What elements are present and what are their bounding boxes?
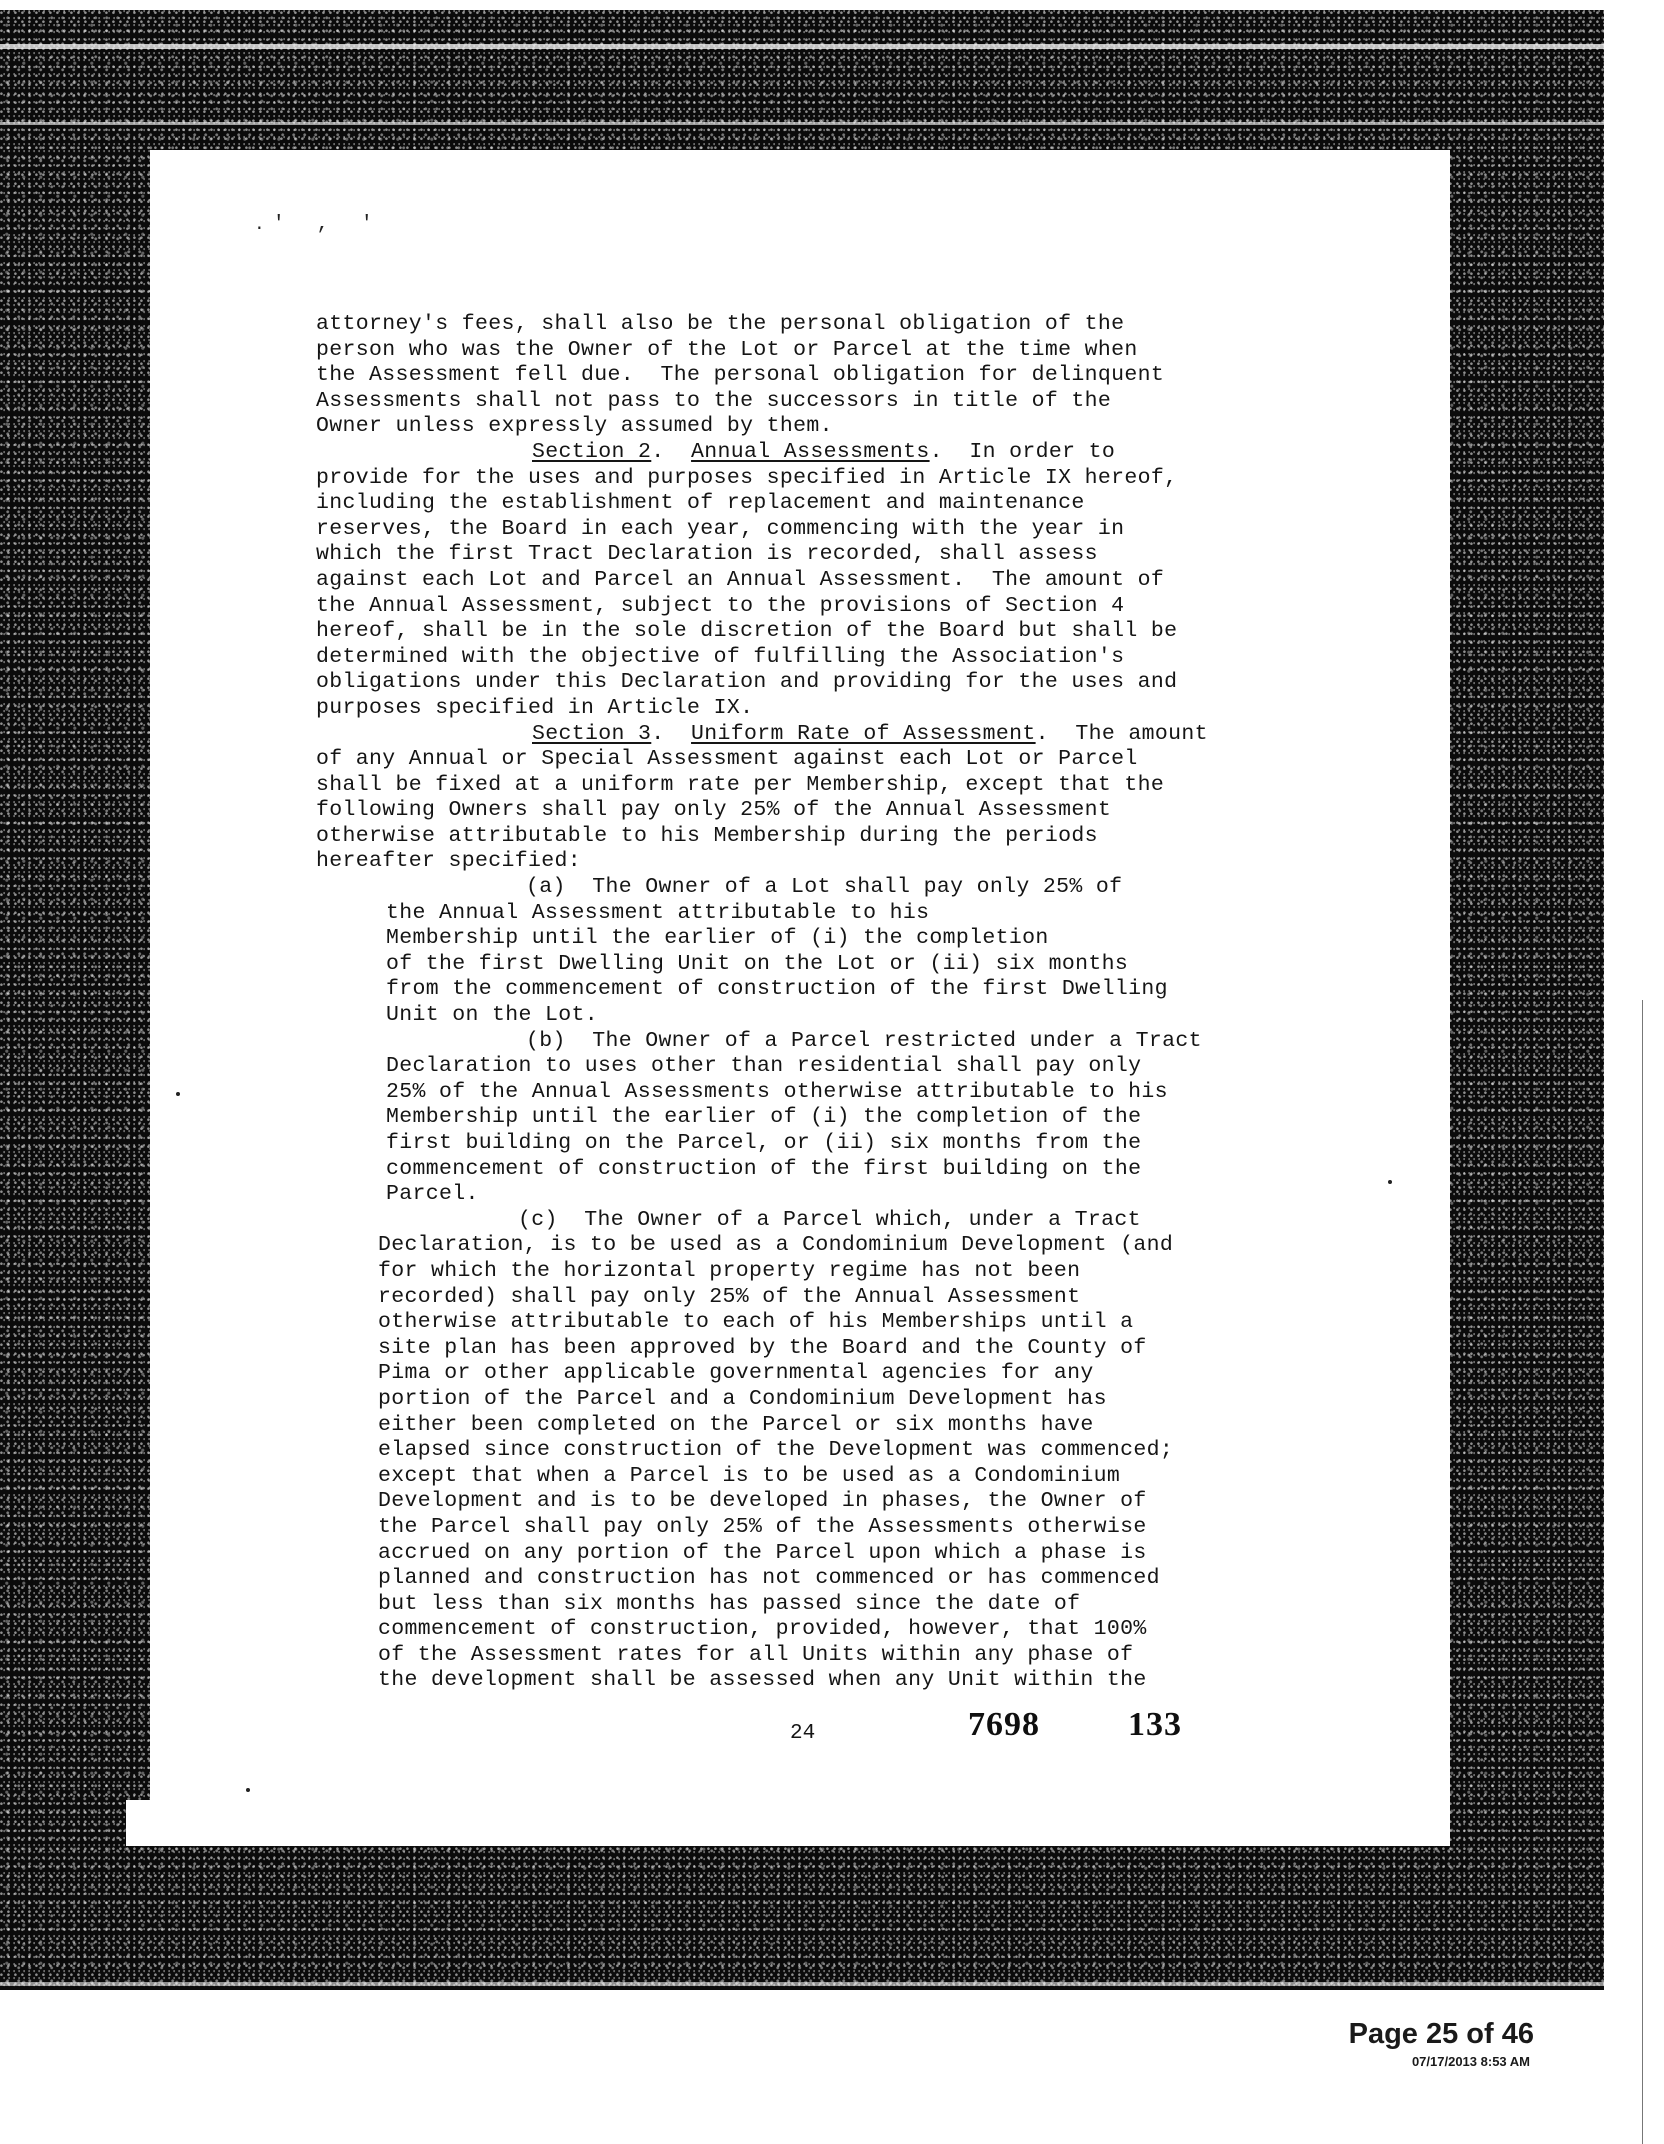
- text-segment: . The amount: [1035, 721, 1208, 746]
- text-line: reserves, the Board in each year, commencing with the year in: [316, 516, 1125, 541]
- document-page-edge: [126, 1800, 1450, 1846]
- text-line: (c) The Owner of a Parcel which, under a Tract: [518, 1207, 1141, 1232]
- scan-speck: [1388, 1180, 1392, 1184]
- text-line: following Owners shall pay only 25% of the Annual Assessment: [316, 798, 1112, 823]
- section-heading: Annual Assessments: [691, 439, 930, 464]
- book-page-stamp: 133: [1128, 1706, 1182, 1743]
- text-line: portion of the Parcel and a Condominium Development has: [378, 1386, 1107, 1411]
- text-line: the Parcel shall pay only 25% of the Assessments otherwise: [378, 1514, 1147, 1539]
- text-segment: .: [651, 439, 692, 464]
- text-line: Pima or other applicable governmental agencies for any: [378, 1361, 1094, 1386]
- text-line: Owner unless expressly assumed by them.: [316, 414, 833, 439]
- text-line: commencement of construction, provided, however, that 100%: [378, 1617, 1147, 1642]
- text-line: 25% of the Annual Assessments otherwise attributable to his: [386, 1079, 1168, 1104]
- text-line: from the commencement of construction of the first Dwelling: [386, 977, 1168, 1002]
- text-line: planned and construction has not commenced or has commenced: [378, 1566, 1160, 1591]
- text-line: but less than six months has passed since the date of: [378, 1591, 1081, 1616]
- text-line: which the first Tract Declaration is recorded, shall assess: [316, 542, 1098, 567]
- text-line: either been completed on the Parcel or six months have: [378, 1412, 1094, 1437]
- text-line: accrued on any portion of the Parcel upon which a phase is: [378, 1540, 1147, 1565]
- text-line: hereof, shall be in the sole discretion of the Board but shall be: [316, 619, 1178, 644]
- text-line: Declaration to uses other than residential shall pay only: [386, 1054, 1142, 1079]
- print-timestamp: 07/17/2013 8:53 AM: [1411, 2054, 1530, 2069]
- text-line: the development shall be assessed when any Unit within the: [378, 1668, 1147, 1693]
- text-line: including the establishment of replacement and maintenance: [316, 491, 1085, 516]
- text-line: attorney's fees, shall also be the personal obligation of the: [316, 312, 1125, 336]
- text-segment: .: [651, 721, 692, 746]
- text-line: obligations under this Declaration and providing for the uses and: [316, 670, 1178, 695]
- text-line: shall be fixed at a uniform rate per Membership, except that the: [316, 772, 1165, 797]
- text-line: except that when a Parcel is to be used as a Condominium: [378, 1463, 1121, 1488]
- text-line: (a) The Owner of a Lot shall pay only 25% of: [526, 875, 1123, 900]
- text-line: of any Annual or Special Assessment against each Lot or Parcel: [316, 747, 1138, 772]
- scan-speck: [176, 1092, 180, 1096]
- text-line: provide for the uses and purposes specified in Article IX hereof,: [316, 465, 1178, 490]
- scan-artifact-line: [0, 1982, 1604, 1986]
- text-line: determined with the objective of fulfilling the Association's: [316, 644, 1125, 669]
- text-line: purposes specified in Article IX.: [316, 695, 754, 720]
- footer-page-number: 24: [790, 1722, 816, 1745]
- text-line: Declaration, is to be used as a Condominium Development (and: [378, 1233, 1174, 1258]
- scan-artifact-line: [0, 44, 1604, 49]
- text-line: site plan has been approved by the Board and the County of: [378, 1335, 1147, 1360]
- text-line: of the Assessment rates for all Units within any phase of: [378, 1642, 1134, 1667]
- text-segment: . In order to: [929, 439, 1116, 464]
- text-line: Assessments shall not pass to the successors in title of the: [316, 388, 1112, 413]
- book-number-stamp: 7698: [968, 1706, 1040, 1743]
- text-line: first building on the Parcel, or (ii) six months from the: [386, 1131, 1142, 1155]
- section-heading: Section 3: [532, 721, 652, 746]
- text-line: person who was the Owner of the Lot or Parcel at the time when: [316, 337, 1138, 362]
- document-body: [316, 312, 1326, 1694]
- text-line: [316, 722, 1326, 748]
- text-line: elapsed since construction of the Development was commenced;: [378, 1438, 1174, 1463]
- page-indicator: Page 25 of 46: [1348, 2018, 1534, 2050]
- scan-speck: [246, 1788, 250, 1792]
- text-line: for which the horizontal property regime has not been: [378, 1258, 1081, 1283]
- text-line: Membership until the earlier of (i) the completion: [386, 926, 1049, 951]
- text-line: otherwise attributable to each of his Memberships until a: [378, 1310, 1134, 1335]
- scan-artifact-line: [0, 122, 1604, 125]
- section-heading: Section 2: [532, 439, 652, 464]
- text-line: of the first Dwelling Unit on the Lot or (ii) six months: [386, 951, 1129, 976]
- text-line: otherwise attributable to his Membership during the periods: [316, 823, 1098, 848]
- text-line: recorded) shall pay only 25% of the Annual Assessment: [378, 1284, 1081, 1309]
- margin-rule: [1642, 1000, 1643, 2144]
- text-line: Parcel.: [386, 1182, 479, 1207]
- text-line: Membership until the earlier of (i) the completion of the: [386, 1105, 1142, 1130]
- text-line: against each Lot and Parcel an Annual Assessment. The amount of: [316, 567, 1165, 592]
- section-heading: Uniform Rate of Assessment: [691, 721, 1036, 746]
- text-line: the Assessment fell due. The personal obligation for delinquent: [316, 363, 1165, 388]
- text-line: commencement of construction of the first building on the: [386, 1156, 1142, 1181]
- text-line: Unit on the Lot.: [386, 1003, 599, 1028]
- text-line: Development and is to be developed in phases, the Owner of: [378, 1489, 1147, 1514]
- text-line: (b) The Owner of a Parcel restricted under a Tract: [526, 1028, 1202, 1053]
- text-line: [316, 440, 1326, 466]
- text-line: hereafter specified:: [316, 849, 582, 874]
- text-line: the Annual Assessment attributable to his: [386, 900, 930, 925]
- corner-marks: ․' , ': [256, 213, 383, 236]
- text-line: the Annual Assessment, subject to the provisions of Section 4: [316, 593, 1125, 618]
